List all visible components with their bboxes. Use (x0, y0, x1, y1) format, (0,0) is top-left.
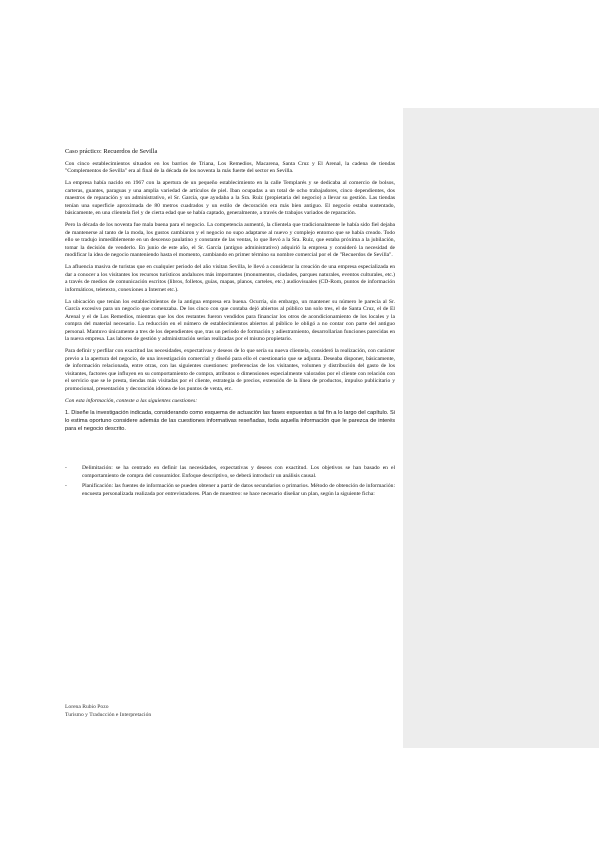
comment-panel[interactable] (403, 108, 599, 748)
paragraph-4: La afluencia masiva de turistas que en cualquier periodo del año visitan Sevilla, le llevó a considerar la creación de una empresa especializada en dar a conocer a los visitantes los recursos turísticos andaluces más importantes (monumentos, ciudades, parques naturales, eventos culturales, etc.) a través de medios de comunicación escritos (libros, folletos, guías, mapas, planos, carteles, etc.) audiovisuales (CD-Rom, puntos de información informáticos, teletexto, conexiones a Internet etc.). (65, 264, 395, 293)
question-heading: Con esta información, conteste a las siguientes cuestiones: (65, 397, 198, 404)
footer-author: Lorena Rubio Pozo (65, 704, 109, 710)
paragraph-3: Pero la década de los noventa fue mala buena para el negocio. La competencia aumentó, la clientela que tradicionalmente le había sido fiel dejaba de mantenerse al tanto de la moda, los gustos cambiaron y el negocio no supo adaptarse al nuevo y complejo entorno que se había creado. Todo ello se tradujo inmediblemente en un descenso paulatino y constante de las ventas, lo que llevó a la Sra. Ruiz, que estaba próxima a la jubilación, tomar la decisión de venderlo. En junio de este año, el Sr. García (antiguo administrativo) adquirió la empresa y consideró la necesidad de modificar la idea de negocio manteniendo hasta el momento, cambiando en primer término su nombre comercial por el de "Recuerdos de Sevilla". (65, 222, 395, 258)
paragraph-1: Con cinco establecimientos situados en los barrios de Triana, Los Remedios, Macarena, Santa Cruz y El Arenal, la cadena de tiendas "Complementos de Sevilla" era al final de la década de los noventa la más fuerte del sector en Sevilla. (65, 160, 395, 174)
paragraph-6: Para definir y perfilar con exactitud las necesidades, expectativas y deseos de lo que sería su nueva clientela, consideró la realización, con carácter previo a la apertura del negocio, de una investigación comercial y diseñó para ello el cuestionario que se adjunta. Deseaba disponer, básicamente, de información relacionada, entre otras, con las siguientes cuestiones: preferencias de los visitantes, volumen y distribución del gasto de los visitantes, factores que influyen en su comportamiento de compra, atributos o dimensiones especialmente valorados por el cliente con relación con el servicio que se le presta, tiendas más visitadas por el cliente, estrategia de precios, extensión de la línea de productos, impulso publicitario y promocional, presentación y decoración idónea de los puntos de venta, etc. (65, 348, 395, 392)
list-item (65, 483, 395, 498)
answer-list (65, 465, 395, 498)
document-body (65, 148, 395, 501)
question-1: 1. Diseñe la investigación indicada, considerando como esquema de actuación las fases expuestas a tal fin a lo largo del capítulo. Si lo estima oportuno considere además de las cuestiones informativas reseñadas, toda aquella información que le parezca de interés para el negocio descrito. (65, 410, 395, 432)
list-item-text: Delimitación: se ha centrado en definir las necesidades, expectativas y deseos con exactitud. Los objetivos se han basado en el comportamiento de compra del consumidor. Enfoque descriptivo, se deberá introducir un análisis causal. (82, 465, 395, 479)
page-footer (65, 703, 265, 719)
paragraph-2: La empresa había nacido en 1967 con la apertura de un pequeño establecimiento en la calle Templarés y se dedicaba al comercio de bolsos, carteras, guantes, paraguas y una amplia variedad de artículos de piel. Iban ocupadas a un total de ocho trabajadores, cinco dependientes, dos maestros de reparación y un administrativo, el Sr. García, que ayudaba a la Sra. Ruiz (propietaria del negocio) a llevar su gestión. Las tiendas tenían una superficie aproximada de 80 metros cuadrados y un estilo de decoración era más bien antiguo. El negocio estaba sustentado, básicamente, en una clientela fiel y de cierta edad que se había captado, generalmente, a través de trabajos variados de reparación. (65, 180, 395, 216)
document-title: Caso práctico: Recuerdos de Sevilla (65, 148, 158, 155)
list-bullet: - (65, 483, 67, 490)
list-bullet: - (65, 465, 67, 472)
list-item (65, 465, 395, 480)
comment-margin (400, 0, 599, 848)
list-item-text: Planificación: las fuentes de información se pueden obtener a partir de datos secundarios o primarios. Método de obtención de información: encuesta personalizada realizada por entrevistadores. Plan de muestreo: se hace necesario diseñar un plan, según la siguiente ficha: (82, 483, 395, 497)
footer-program: Turismo y Traducción e Interpretación (65, 712, 152, 718)
paragraph-5: La ubicación que tenían los establecimientos de la antigua empresa era buena. Ocurría, sin embargo, un mantener su número le parecía al Sr. García excesivo para un negocio que comenzaba. De los cinco con que contaba dejó abiertos al público tan solo tres, el de Santa Cruz, el de El Arenal y el de Los Remedios, mientras que los dos restantes fueron vendidos para financiar los otros de acondicionamiento de los locales y la compra del material necesario. La reducción en el número de establecimientos abiertos al público le obligó a no contar con parte del antiguo personal. Mantuvo únicamente a tres de los dependientes que, tras un periodo de formación y adiestramiento, desarrollarían funciones parecidas en la nueva empresa. Las labores de gestión y administración serían realizadas por el mismo propietario. (65, 298, 395, 342)
